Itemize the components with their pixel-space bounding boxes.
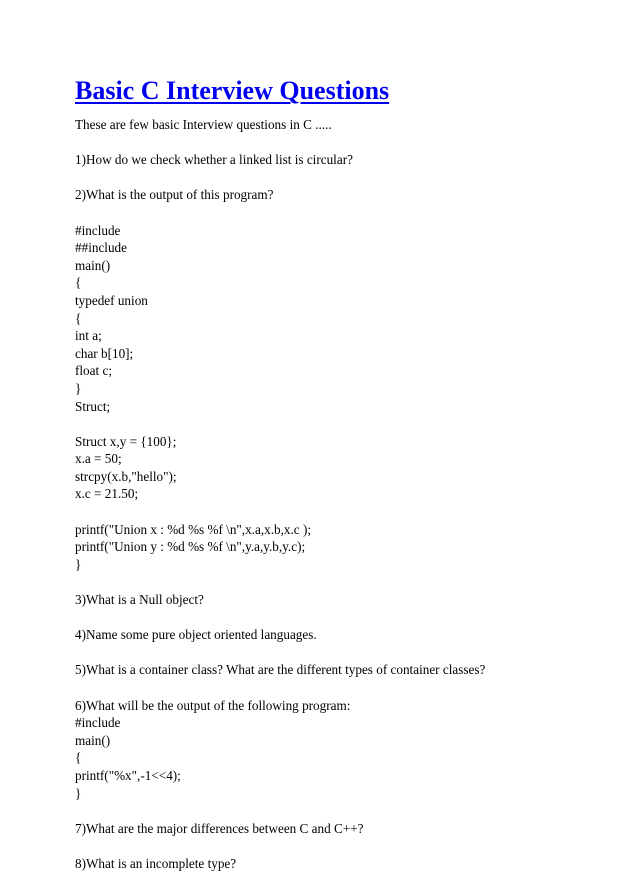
- document-page: [75, 76, 595, 873]
- spacer: [75, 609, 595, 627]
- code-block-assignments: [75, 433, 595, 503]
- code-line: {: [75, 750, 82, 766]
- code-line: }: [75, 380, 82, 396]
- spacer: [75, 204, 595, 222]
- code-line: }: [75, 556, 82, 572]
- code-line: x.c = 21.50;: [75, 486, 139, 502]
- spacer: [75, 503, 595, 521]
- spacer: [75, 644, 595, 662]
- code-line: printf("%x",-1<<4);: [75, 767, 181, 783]
- spacer: [75, 837, 595, 855]
- code-line: {: [75, 275, 82, 291]
- code-line: #include: [75, 715, 121, 731]
- question-1: 1)How do we check whether a linked list is circular?: [75, 152, 353, 168]
- spacer: [75, 573, 595, 591]
- code-line: int a;: [75, 328, 102, 344]
- code-line: float c;: [75, 363, 112, 379]
- question-2: 2)What is the output of this program?: [75, 187, 274, 203]
- spacer: [75, 802, 595, 820]
- spacer: [75, 679, 595, 697]
- code-line: Struct x,y = {100};: [75, 433, 177, 449]
- question-5: 5)What is a container class? What are the different types of container classes?: [75, 662, 486, 678]
- code-line: x.a = 50;: [75, 451, 122, 467]
- question-7: 7)What are the major differences between C and C++?: [75, 820, 364, 836]
- code-line: char b[10];: [75, 345, 134, 361]
- code-line: strcpy(x.b,"hello");: [75, 468, 177, 484]
- code-line: ##include: [75, 240, 128, 256]
- code-line: {: [75, 310, 82, 326]
- code-line: main(): [75, 732, 111, 748]
- page-title[interactable]: Basic C Interview Questions: [75, 76, 390, 105]
- code-line: printf("Union y : %d %s %f \n",y.a,y.b,y.c);: [75, 539, 306, 555]
- spacer: [75, 169, 595, 187]
- spacer: [75, 415, 595, 433]
- question-3: 3)What is a Null object?: [75, 592, 204, 608]
- code-block-printf: [75, 521, 595, 574]
- spacer: [75, 134, 595, 152]
- question-4: 4)Name some pure object oriented languages.: [75, 627, 317, 643]
- code-line: typedef union: [75, 292, 148, 308]
- code-line: printf("Union x : %d %s %f \n",x.a,x.b,x.c );: [75, 521, 312, 537]
- code-line: main(): [75, 257, 111, 273]
- code-line: Struct;: [75, 398, 111, 414]
- intro-text: These are few basic Interview questions in C .....: [75, 117, 332, 132]
- question-6: 6)What will be the output of the following program:: [75, 697, 351, 713]
- code-line: }: [75, 785, 82, 801]
- code-line: #include: [75, 222, 121, 238]
- code-block-union-def: [75, 222, 595, 416]
- question-8: 8)What is an incomplete type?: [75, 855, 237, 871]
- code-block-shift: [75, 714, 595, 802]
